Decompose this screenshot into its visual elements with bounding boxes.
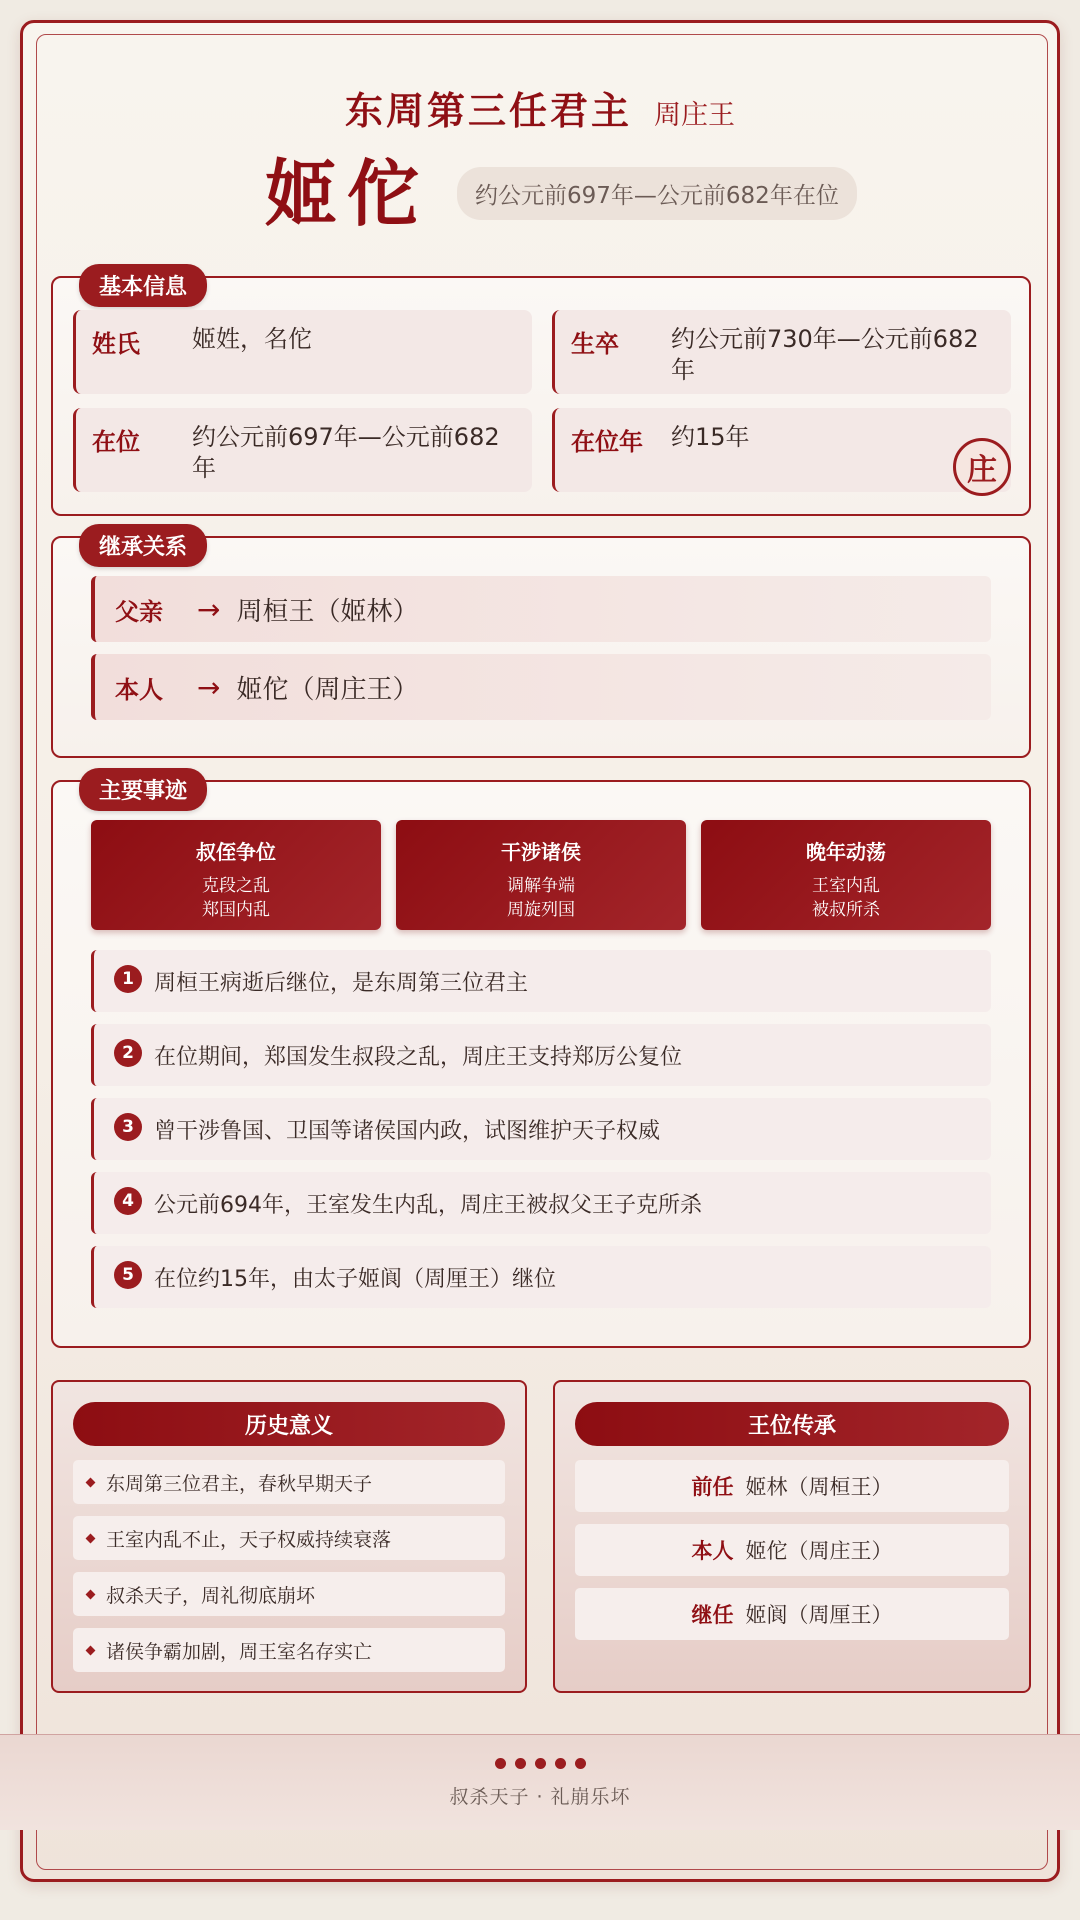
dot-icon — [535, 1758, 546, 1769]
page-subtitle: 周庄王 — [654, 100, 735, 131]
deed-card — [396, 820, 686, 930]
deed-text: 在位约15年，由太子姬阆（周厘王）继位 — [154, 1266, 556, 1292]
throne-item-self — [575, 1524, 1009, 1576]
succession-value: 姬佗（周庄王） — [236, 674, 419, 705]
throne-value: 姬阆（周厘王） — [745, 1603, 893, 1627]
dot-icon — [515, 1758, 526, 1769]
deed-number-badge: 3 — [114, 1113, 142, 1141]
deed-card — [701, 820, 991, 930]
info-key: 在位 — [92, 428, 140, 456]
diamond-bullet-icon — [86, 1645, 96, 1655]
deeds-section — [51, 780, 1031, 1348]
page-title: 东周第三任君主 — [344, 89, 632, 133]
deed-number-badge: 4 — [114, 1187, 142, 1215]
arrow-right-icon: → — [197, 592, 221, 626]
significance-title: 历史意义 — [73, 1402, 505, 1446]
footer-dots — [0, 1758, 1080, 1769]
dot-icon — [575, 1758, 586, 1769]
throne-key: 继任 — [691, 1603, 734, 1627]
section-tag-succession: 继承关系 — [79, 524, 207, 567]
info-cell-reign — [73, 408, 532, 492]
dot-icon — [555, 1758, 566, 1769]
succession-row-self — [91, 654, 991, 720]
throne-item-successor — [575, 1588, 1009, 1640]
deed-card-title: 干涉诸侯 — [501, 840, 581, 864]
deed-text: 在位期间，郑国发生叔段之乱，周庄王支持郑厉公复位 — [154, 1044, 683, 1070]
significance-item — [73, 1572, 505, 1616]
info-value: 约公元前697年—公元前682年 — [192, 423, 500, 483]
throne-item-predecessor — [575, 1460, 1009, 1512]
deed-text: 周桓王病逝后继位，是东周第三位君主 — [154, 970, 529, 996]
title-row — [0, 80, 1080, 135]
deed-item — [91, 1024, 991, 1086]
info-key: 姓氏 — [92, 330, 140, 358]
deed-text: 公元前694年，王室发生内乱，周庄王被叔父王子克所杀 — [154, 1192, 702, 1218]
deed-card-line: 王室内乱 — [812, 876, 880, 896]
significance-text: 叔杀天子，周礼彻底崩坏 — [106, 1584, 316, 1607]
deed-card-line: 克段之乱 — [202, 876, 270, 896]
succession-key: 本人 — [115, 675, 163, 704]
header — [0, 80, 1080, 236]
dot-icon — [495, 1758, 506, 1769]
deed-card-line: 郑国内乱 — [202, 899, 270, 920]
diamond-bullet-icon — [86, 1533, 96, 1543]
basic-info-section — [51, 276, 1031, 516]
info-cell-lifespan — [552, 310, 1011, 394]
deed-item — [91, 950, 991, 1012]
deed-number-badge: 1 — [114, 965, 142, 993]
deed-item — [91, 1172, 991, 1234]
succession-section — [51, 536, 1031, 758]
diamond-bullet-icon — [86, 1589, 96, 1599]
info-key: 生卒 — [571, 330, 619, 358]
significance-item — [73, 1628, 505, 1672]
deed-number-badge: 5 — [114, 1261, 142, 1289]
diamond-bullet-icon — [86, 1477, 96, 1487]
deed-text: 曾干涉鲁国、卫国等诸侯国内政，试图维护天子权威 — [154, 1118, 661, 1144]
section-tag-deeds: 主要事迹 — [79, 768, 207, 811]
info-value: 姬姓，名佗 — [192, 325, 312, 353]
significance-text: 诸侯争霸加剧，周王室名存实亡 — [106, 1640, 373, 1663]
significance-item — [73, 1460, 505, 1504]
info-grid — [73, 310, 1011, 492]
significance-text: 东周第三位君主，春秋早期天子 — [106, 1472, 373, 1495]
name-row — [265, 136, 857, 240]
reign-badge: 约公元前697年—公元前682年在位 — [457, 167, 857, 220]
ruler-name: 姬佗 — [265, 151, 430, 236]
throne-value: 姬林（周桓王） — [745, 1475, 893, 1499]
info-key: 在位年 — [571, 428, 643, 456]
arrow-right-icon: → — [197, 670, 221, 704]
info-value: 约公元前730年—公元前682年 — [671, 325, 979, 385]
deed-number-badge: 2 — [114, 1039, 142, 1067]
deed-card-line: 被叔所杀 — [812, 899, 880, 920]
deed-card-line: 调解争端 — [507, 876, 575, 896]
footer-text: 叔杀天子 · 礼崩乐坏 — [449, 1786, 631, 1808]
info-value: 约15年 — [671, 423, 750, 451]
info-cell-reign-years — [552, 408, 1011, 492]
deed-item — [91, 1246, 991, 1308]
deed-card-title: 叔侄争位 — [196, 840, 276, 864]
succession-row-father — [91, 576, 991, 642]
deed-card-title: 晚年动荡 — [806, 840, 886, 864]
succession-key: 父亲 — [115, 597, 163, 626]
info-cell-surname — [73, 310, 532, 394]
significance-text: 王室内乱不止，天子权威持续衰落 — [106, 1528, 392, 1551]
seal-icon: 庄 — [953, 438, 1011, 496]
throne-key: 本人 — [691, 1539, 734, 1563]
significance-panel — [51, 1380, 527, 1693]
throne-key: 前任 — [691, 1475, 734, 1499]
succession-value: 周桓王（姬林） — [236, 596, 419, 627]
significance-item — [73, 1516, 505, 1560]
deed-item — [91, 1098, 991, 1160]
throne-value: 姬佗（周庄王） — [745, 1539, 893, 1563]
throne-panel — [553, 1380, 1031, 1693]
deed-card-line: 周旋列国 — [507, 899, 575, 920]
section-tag-basic-info: 基本信息 — [79, 264, 207, 307]
throne-title: 王位传承 — [575, 1402, 1009, 1446]
deed-cards — [91, 820, 991, 930]
deed-card — [91, 820, 381, 930]
